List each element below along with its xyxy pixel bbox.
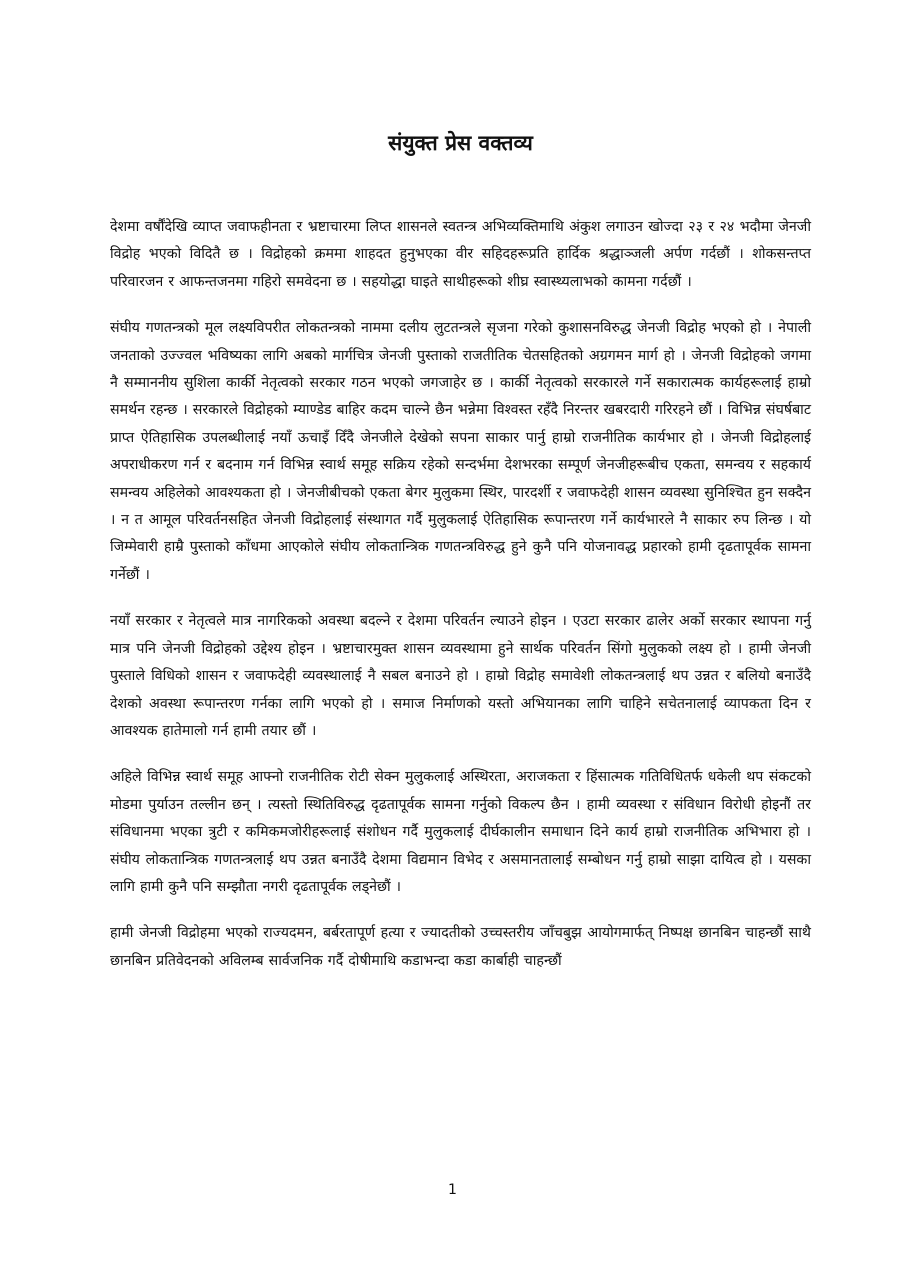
paragraph-5: हामी जेनजी विद्रोहमा भएको राज्यदमन, बर्बरतापूर्ण हत्या र ज्यादतीको उच्चस्तरीय जाँचबुझ आयोगमार्फत् निष्पक्ष छानबिन चाहन्छौं साथै छानबिन प्रतिवेदनको अविलम्ब सार्वजनिक गर्दै दोषीमाथि कडाभन्दा कडा कार्बाही चाहन्छौं [110,925,811,969]
paragraph-1: देशमा वर्षौंदेखि व्याप्त जवाफहीनता र भ्रष्टाचारमा लिप्त शासनले स्वतन्त्र अभिव्यक्तिमाथि अंकुश लगाउन खोज्दा २३ र २४ भदौमा जेनजी विद्रोह भएको विदितै छ । विद्रोहको क्रममा शाहदत हुनुभएका वीर सहिदहरूप्रति हार्दिक श्रद्धाञ्जली अर्पण गर्दछौं । शोकसन्तप्त परिवारजन र आफन्तजनमा गहिरो समवेदना छ । सहयोद्धा घाइते साथीहरूको शीघ्र स्वास्थ्यलाभको कामना गर्दछौं । [110,219,811,290]
paragraph-4: अहिले विभिन्न स्वार्थ समूह आफ्नो राजनीतिक रोटी सेक्न मुलुकलाई अस्थिरता, अराजकता र हिंसात्मक गतिविधितर्फ धकेली थप संकटको मोडमा पुर्याउन तल्लीन छन् । त्यस्तो स्थितिविरुद्ध दृढतापूर्वक सामना गर्नुको विकल्प छैन । हामी व्यवस्था र संविधान विरोधी होइनौं तर संविधानमा भएका त्रुटी र कमिकमजोरीहरूलाई संशोधन गर्दै मुलुकलाई दीर्घकालीन समाधान दिने कार्य हाम्रो राजनीतिक अभिभारा हो । संघीय लोकतान्त्रिक गणतन्त्रलाई थप उन्नत बनाउँदै देशमा विद्यमान विभेद र असमानतालाई सम्बोधन गर्नु हाम्रो साझा दायित्व हो । यसका लागि हामी कुनै पनि सम्झौता नगरी दृढतापूर्वक लड्नेछौं । [110,769,811,895]
paragraph-2: संघीय गणतन्त्रको मूल लक्ष्यविपरीत लोकतन्त्रको नाममा दलीय लुटतन्त्रले सृजना गरेको कुशासनविरुद्ध जेनजी विद्रोह भएको हो । नेपाली जनताको उज्ज्वल भविष्यका लागि अबको मार्गचित्र जेनजी पुस्ताको राजतीतिक चेतसहितको अग्रगमन मार्ग हो । जेनजी विद्रोहको जगमा नै सम्माननीय सुशिला कार्की नेतृत्वको सरकार गठन भएको जगजाहेर छ । कार्की नेतृत्वको सरकारले गर्ने सकारात्मक कार्यहरूलाई हाम्रो समर्थन रहन्छ । सरकारले विद्रोहको म्याण्डेड बाहिर कदम चाल्ने छैन भन्नेमा विश्वस्त रहँदै निरन्तर खबरदारी गरिरहने छौं । विभिन्न संघर्षबाट प्राप्त ऐतिहासिक उपलब्धीलाई नयाँ ऊचाइँ दिँदै जेनजीले देखेको सपना साकार पार्नु हाम्रो राजनीतिक कार्यभार हो । जेनजी विद्रोहलाई अपराधीकरण गर्न र बदनाम गर्न विभिन्न स्वार्थ समूह सक्रिय रहेको सन्दर्भमा देशभरका सम्पूर्ण जेनजीहरूबीच एकता, समन्वय र सहकार्य समन्वय अहिलेको आवश्यकता हो । जेनजीबीचको एकता बेगर मुलुकमा स्थिर, पारदर्शी र जवाफदेही शासन व्यवस्था सुनिश्चित हुन सक्दैन । न त आमूल परिवर्तनसहित जेनजी विद्रोहलाई संस्थागत गर्दै मुलुकलाई ऐतिहासिक रूपान्तरण गर्ने कार्यभारले नै साकार रुप लिन्छ । यो जिम्मेवारी हाम्रै पुस्ताको काँधमा आएकोले संघीय लोकतान्त्रिक गणतन्त्रविरुद्ध हुने कुनै पनि योजनावद्ध प्रहारको हामी दृढतापूर्वक सामना गर्नेछौं । [110,320,811,583]
document-body [110,214,811,975]
page-number: 1 [448,1182,457,1198]
paragraph-3: नयाँ सरकार र नेतृत्वले मात्र नागरिकको अवस्था बदल्ने र देशमा परिवर्तन ल्याउने होइन । एउटा सरकार ढालेर अर्को सरकार स्थापना गर्नु मात्र पनि जेनजी विद्रोहको उद्देश्य होइन । भ्रष्टाचारमुक्त शासन व्यवस्थामा हुने सार्थक परिवर्तन सिंगो मुलुकको लक्ष्य हो । हामी जेनजी पुस्ताले विधिको शासन र जवाफदेही व्यवस्थालाई नै सबल बनाउने हो । हाम्रो विद्रोह समावेशी लोकतन्त्रलाई थप उन्नत र बलियो बनाउँदै देशको अवस्था रूपान्तरण गर्नका लागि भएको हो । समाज निर्माणको यस्तो अभियानका लागि चाहिने सचेतनालाई व्यापकता दिन र आवश्यक हातेमालो गर्न हामी तयार छौं । [110,613,811,739]
document-title: संयुक्त प्रेस वक्तव्य [388,131,533,155]
